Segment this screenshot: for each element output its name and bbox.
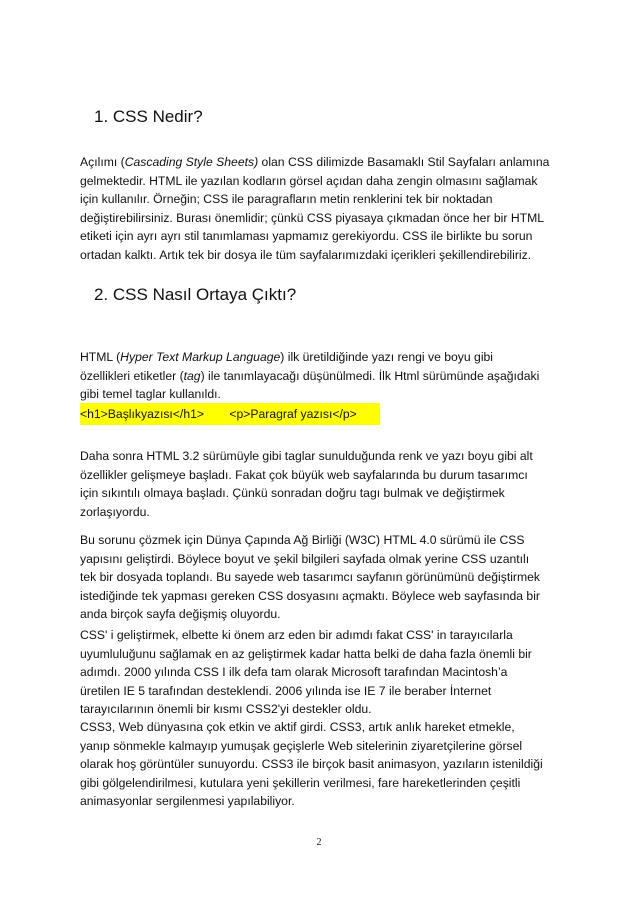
text-line: yanıp sönmekle kalmayıp yumuşak geçişlerle Web sitelerinin ziyaretçilerine görsel xyxy=(80,738,523,753)
text-line: Bu sorunu çözmek için Dünya Çapında Ağ Birliği (W3C) HTML 4.0 sürümü ile CSS xyxy=(80,533,525,547)
text-line: ortadan kalktı. Artık tek bir dosya ile tüm sayfalarımızdaki içerikleri şekillendirebiliriz. xyxy=(80,247,532,262)
text-line: animasyonlar sergilenmesi yapılabiliyor. xyxy=(80,794,295,809)
text-line: için sıkıntılı olmaya başladı. Çünkü sonradan doğru tagı bulmak ve değiştirmek xyxy=(80,486,505,501)
section-1-heading: 1. CSS Nedir? xyxy=(94,107,203,126)
section-2-heading: 2. CSS Nasıl Ortaya Çıktı? xyxy=(94,285,297,304)
text-run: HTML ( xyxy=(80,350,121,364)
text-line: gelmektedir. HTML ile yazılan kodların görsel açıdan daha zengin olmasını sağlamak xyxy=(80,173,538,188)
text-line: zorlaşıyordu. xyxy=(80,504,150,519)
italic-term: Hyper Text Markup Language xyxy=(120,350,281,364)
text-line: değiştirebilirsiniz. Burası önemlidir; çünkü CSS piyasaya çıkmadan önce her bir HTML xyxy=(80,210,544,225)
text-line: tarayıcılarının önemli bir kısmı CSS2'yi destekler oldu. xyxy=(80,702,372,717)
text-line: Daha sonra HTML 3.2 sürümüyle gibi taglar sunulduğunda renk ve yazı boyu gibi alt xyxy=(80,449,533,463)
text-line: tek bir dosyada toplandı. Bu sayede web tasarımcı sayfanın görünümünü değiştirmek xyxy=(80,570,540,585)
section-2-paragraph-3 xyxy=(80,626,572,719)
text-line: etiketi için ayrı ayrı stil tanımlaması yapmamız gerekiyordu. CSS ile birlikte bu sorun xyxy=(80,229,533,244)
text-run: olan CSS dilimizde Basamaklı Stil Sayfaları anlamına xyxy=(258,155,550,169)
section-2-paragraph-4 xyxy=(80,718,572,811)
section-2-paragraph-2 xyxy=(80,531,572,624)
text-line xyxy=(80,367,572,386)
text-line: CSS' i geliştirmek, elbette ki önem arz eden bir adımdı fakat CSS' in tarayıcılarla xyxy=(80,628,513,642)
section-2-intro xyxy=(80,348,572,404)
section-1-paragraph xyxy=(80,153,572,265)
text-line: yapısını geliştirdi. Böylece boyut ve şekil bilgileri sayfada olmak yerine CSS uzantılı xyxy=(80,551,530,566)
italic-term: tag xyxy=(183,368,201,383)
text-line: olarak hoş görüntüler sunuyordu. CSS3 ile birçok basit animasyon, yazıların istenildiği xyxy=(80,757,543,772)
text-line: özellikler gelişmeye başladı. Fakat çok büyük web sayfalarında bu durum tasarımcı xyxy=(80,467,528,482)
text-line xyxy=(80,153,572,172)
text-line: için kullanılır. Örneğin; CSS ile paragrafların metin renklerini tek bir noktadan xyxy=(80,192,493,207)
code-example xyxy=(80,405,357,423)
text-line: adımdı. 2000 yılında CSS I ilk defa tam olarak Microsoft tarafından Macintosh’a xyxy=(80,665,508,680)
p-tag-example: <p>Paragraf yazısı</p> xyxy=(229,407,357,421)
text-run: özellikleri etiketler ( xyxy=(80,368,184,383)
text-line: üretilen IE 5 tarafından desteklendi. 2006 yılında ise IE 7 ile beraber İnternet xyxy=(80,683,492,698)
italic-term: Cascading Style Sheets) xyxy=(124,155,259,169)
text-line: gibi gölgelendirilmesi, kutulara yeni şekillerin verilmesi, fare hareketlerinden çeşitli xyxy=(80,775,521,790)
text-line: gibi temel taglar kullanıldı. xyxy=(80,387,221,402)
text-run: ) ile tanımlayacağı düşünülmedi. İlk Html sürümünde aşağıdaki xyxy=(200,368,540,383)
text-run: Açılımı ( xyxy=(80,155,125,169)
section-2-paragraph-1 xyxy=(80,447,572,521)
text-run: ) ilk üretildiğinde yazı rengi ve boyu gibi xyxy=(280,350,494,364)
text-line xyxy=(80,348,572,367)
page-number: 2 xyxy=(316,837,322,848)
text-line: CSS3, Web dünyasına çok etkin ve aktif girdi. CSS3, artık anlık hareket etmekle, xyxy=(80,720,515,734)
text-line: uyumluluğunu sağlamak en az geliştirmek kadar hatta belki de daha fazla önemli bir xyxy=(80,646,532,661)
text-line: istediğinde tek yapması gereken CSS dosyasını açmaktı. Böylece web sayfasında bir xyxy=(80,588,540,603)
text-line: anda birçok sayfa değişmiş oluyordu. xyxy=(80,607,281,622)
h1-tag-example: <h1>Başlıkyazısı</h1> xyxy=(80,407,204,421)
